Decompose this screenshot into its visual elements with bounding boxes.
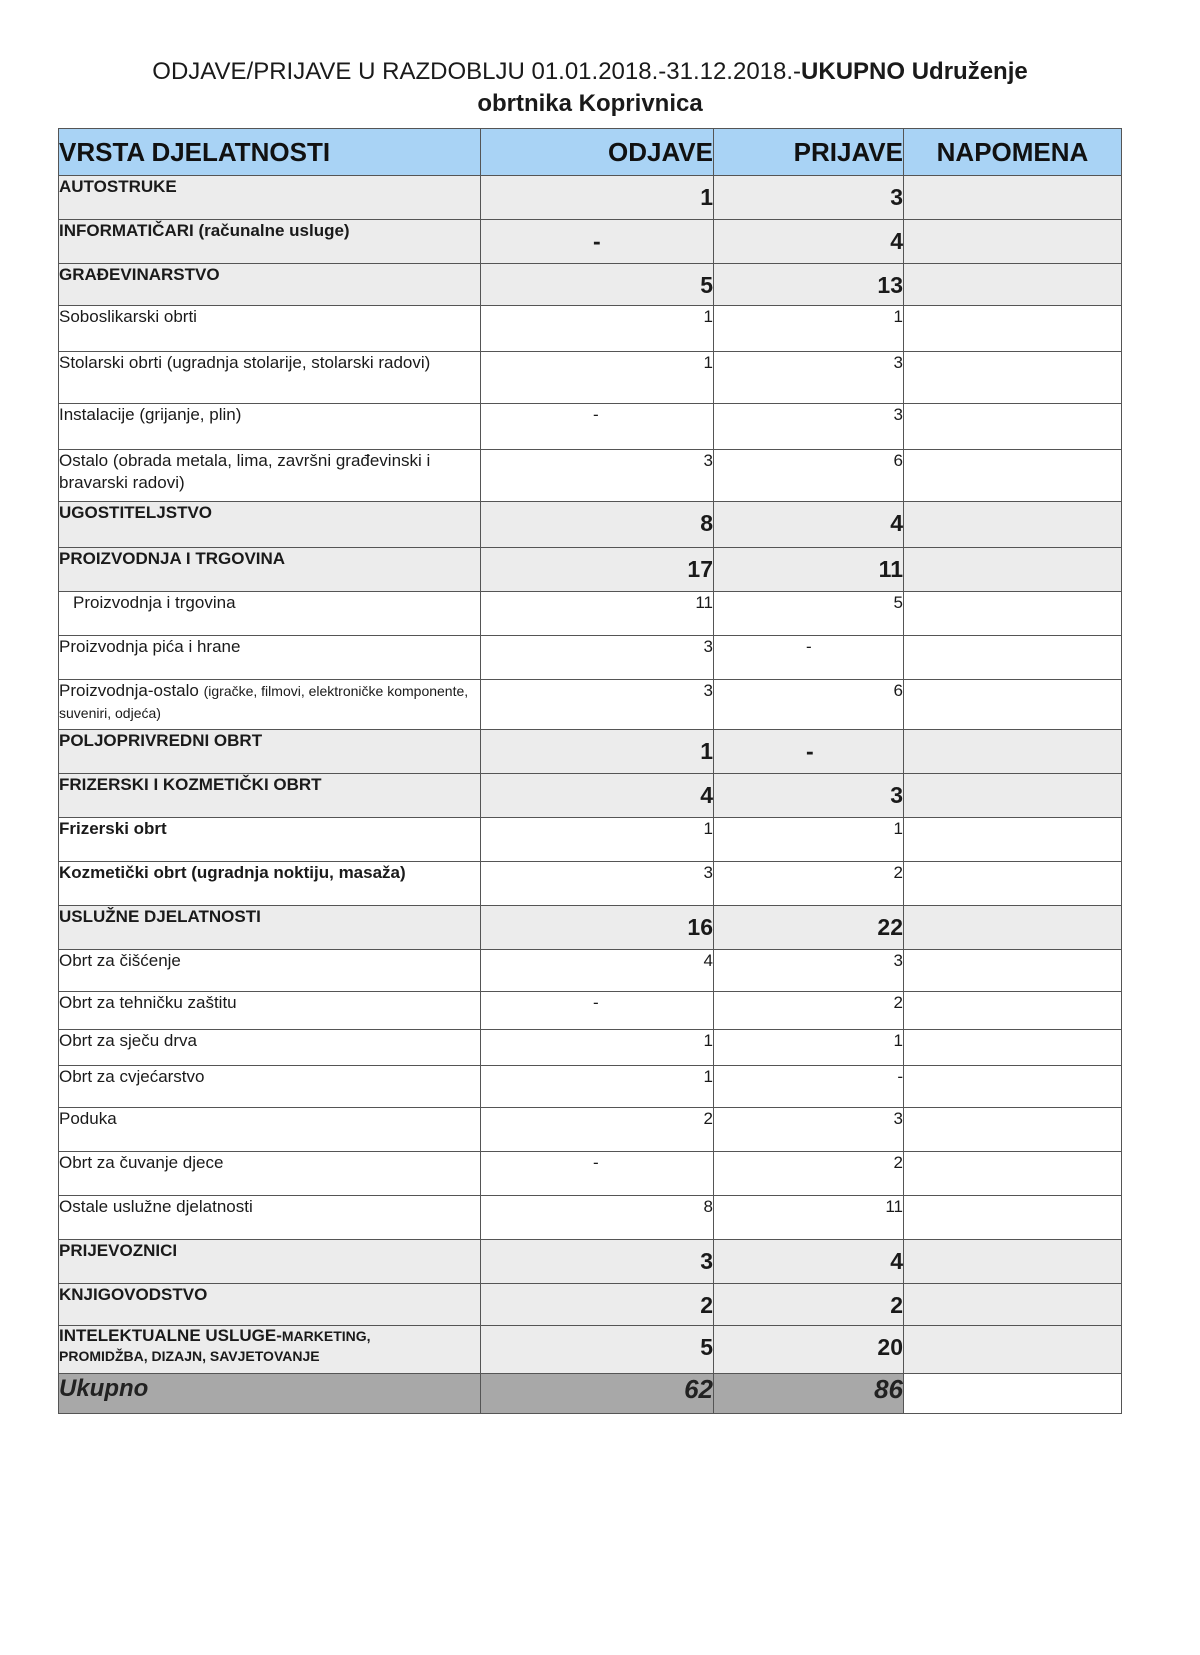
row-odjave: 3 xyxy=(481,636,714,680)
row-name: Ostale uslužne djelatnosti xyxy=(59,1196,481,1240)
row-prijave: - xyxy=(714,730,904,774)
row-name: Frizerski obrt xyxy=(59,818,481,862)
row-name: PROIZVODNJA I TRGOVINA xyxy=(59,548,481,592)
header-napomena: NAPOMENA xyxy=(904,129,1122,176)
document-title xyxy=(60,56,1120,120)
row-name: AUTOSTRUKE xyxy=(59,176,481,220)
row-napomena xyxy=(904,176,1122,220)
row-napomena xyxy=(904,306,1122,352)
table-row xyxy=(59,862,1122,906)
row-name: USLUŽNE DJELATNOSTI xyxy=(59,906,481,950)
row-prijave: 2 xyxy=(714,1152,904,1196)
table-row xyxy=(59,1284,1122,1326)
row-napomena xyxy=(904,1066,1122,1108)
row-napomena xyxy=(904,592,1122,636)
row-odjave: 1 xyxy=(481,1066,714,1108)
row-prijave: 1 xyxy=(714,306,904,352)
total-row xyxy=(59,1374,1122,1414)
row-prijave: 11 xyxy=(714,1196,904,1240)
row-prijave: 4 xyxy=(714,502,904,548)
table-row xyxy=(59,1152,1122,1196)
row-name xyxy=(59,1326,481,1374)
table-row xyxy=(59,176,1122,220)
row-odjave: 5 xyxy=(481,1326,714,1374)
total-odjave: 62 xyxy=(481,1374,714,1414)
row-name: Soboslikarski obrti xyxy=(59,306,481,352)
title-line1-regular: ODJAVE/PRIJAVE U RAZDOBLJU 01.01.2018.-31.12.2018.- xyxy=(152,58,802,85)
row-name: GRAĐEVINARSTVO xyxy=(59,264,481,306)
row-odjave: 17 xyxy=(481,548,714,592)
row-napomena xyxy=(904,450,1122,502)
row-odjave: 2 xyxy=(481,1108,714,1152)
row-name: POLJOPRIVREDNI OBRT xyxy=(59,730,481,774)
title-line2: obrtnika Koprivnica xyxy=(477,90,703,117)
row-napomena xyxy=(904,680,1122,730)
table-row xyxy=(59,1196,1122,1240)
row-napomena xyxy=(904,636,1122,680)
row-odjave: - xyxy=(481,1152,714,1196)
row-prijave: 3 xyxy=(714,1108,904,1152)
row-name: Obrt za čišćenje xyxy=(59,950,481,992)
row-name-main: Proizvodnja-ostalo xyxy=(59,681,199,700)
row-name-detail: (igračke, filmovi, elektroničke komponente, suveniri, odjeća) xyxy=(59,683,469,721)
table-row xyxy=(59,264,1122,306)
row-name-main: INTELEKTUALNE USLUGE- xyxy=(59,1326,282,1345)
table-row xyxy=(59,1066,1122,1108)
row-odjave: 1 xyxy=(481,730,714,774)
row-name xyxy=(59,680,481,730)
row-prijave: 20 xyxy=(714,1326,904,1374)
row-prijave: 4 xyxy=(714,220,904,264)
table-row xyxy=(59,548,1122,592)
row-odjave: 4 xyxy=(481,950,714,992)
row-name: Instalacije (grijanje, plin) xyxy=(59,404,481,450)
row-name: UGOSTITELJSTVO xyxy=(59,502,481,548)
table-row xyxy=(59,906,1122,950)
row-odjave: 1 xyxy=(481,818,714,862)
row-prijave: 4 xyxy=(714,1240,904,1284)
row-napomena xyxy=(904,264,1122,306)
table-row xyxy=(59,1326,1122,1374)
row-name: Proizvodnja pića i hrane xyxy=(59,636,481,680)
row-prijave: 6 xyxy=(714,680,904,730)
row-napomena xyxy=(904,404,1122,450)
row-napomena xyxy=(904,220,1122,264)
table-row xyxy=(59,352,1122,404)
header-row xyxy=(59,129,1122,176)
row-name-detail: MARKETING, xyxy=(281,1328,371,1344)
row-odjave: 11 xyxy=(481,592,714,636)
table-row xyxy=(59,450,1122,502)
row-prijave: 13 xyxy=(714,264,904,306)
row-name: Kozmetički obrt (ugradnja noktiju, masaža) xyxy=(59,862,481,906)
row-prijave: 11 xyxy=(714,548,904,592)
row-napomena xyxy=(904,950,1122,992)
row-odjave: 2 xyxy=(481,1284,714,1326)
row-odjave: 8 xyxy=(481,502,714,548)
row-odjave: 1 xyxy=(481,352,714,404)
row-napomena xyxy=(904,730,1122,774)
row-prijave: - xyxy=(714,1066,904,1108)
row-odjave: 8 xyxy=(481,1196,714,1240)
row-prijave: 1 xyxy=(714,1030,904,1066)
row-name: KNJIGOVODSTVO xyxy=(59,1284,481,1326)
row-prijave: - xyxy=(714,636,904,680)
row-name: Obrt za tehničku zaštitu xyxy=(59,992,481,1030)
title-line1-bold: UKUPNO Udruženje xyxy=(801,58,1028,85)
row-prijave: 2 xyxy=(714,992,904,1030)
row-prijave: 5 xyxy=(714,592,904,636)
table-row xyxy=(59,220,1122,264)
row-prijave: 3 xyxy=(714,774,904,818)
row-odjave: 3 xyxy=(481,1240,714,1284)
row-name: INFORMATIČARI (računalne usluge) xyxy=(59,220,481,264)
row-name: Ostalo (obrada metala, lima, završni građevinski i bravarski radovi) xyxy=(59,450,481,502)
row-napomena xyxy=(904,992,1122,1030)
row-name: Stolarski obrti (ugradnja stolarije, stolarski radovi) xyxy=(59,352,481,404)
row-napomena xyxy=(904,906,1122,950)
row-napomena xyxy=(904,1284,1122,1326)
row-prijave: 3 xyxy=(714,352,904,404)
table-row xyxy=(59,306,1122,352)
row-odjave: 1 xyxy=(481,1030,714,1066)
row-odjave: 3 xyxy=(481,680,714,730)
row-name: Proizvodnja i trgovina xyxy=(59,592,481,636)
table-row xyxy=(59,1030,1122,1066)
table-row xyxy=(59,992,1122,1030)
table-row xyxy=(59,1108,1122,1152)
row-name: Poduka xyxy=(59,1108,481,1152)
table-row xyxy=(59,1240,1122,1284)
row-name: Obrt za sječu drva xyxy=(59,1030,481,1066)
row-napomena xyxy=(904,1240,1122,1284)
row-napomena xyxy=(904,548,1122,592)
row-prijave: 3 xyxy=(714,950,904,992)
table-row xyxy=(59,774,1122,818)
row-napomena xyxy=(904,774,1122,818)
row-odjave: 1 xyxy=(481,306,714,352)
table-row xyxy=(59,502,1122,548)
row-name: Obrt za čuvanje djece xyxy=(59,1152,481,1196)
total-prijave: 86 xyxy=(714,1374,904,1414)
row-napomena xyxy=(904,818,1122,862)
row-name: Obrt za cvjećarstvo xyxy=(59,1066,481,1108)
header-odjave: ODJAVE xyxy=(481,129,714,176)
row-odjave: - xyxy=(481,404,714,450)
header-prijave: PRIJAVE xyxy=(714,129,904,176)
row-odjave: - xyxy=(481,992,714,1030)
row-odjave: 3 xyxy=(481,450,714,502)
table-row xyxy=(59,592,1122,636)
row-odjave: 1 xyxy=(481,176,714,220)
row-napomena xyxy=(904,1196,1122,1240)
row-odjave: 5 xyxy=(481,264,714,306)
table-row xyxy=(59,680,1122,730)
header-vrsta: VRSTA DJELATNOSTI xyxy=(59,129,481,176)
table-row xyxy=(59,636,1122,680)
table-row xyxy=(59,404,1122,450)
row-odjave: 16 xyxy=(481,906,714,950)
total-label: Ukupno xyxy=(59,1374,481,1414)
row-napomena xyxy=(904,1030,1122,1066)
table-row xyxy=(59,818,1122,862)
row-prijave: 3 xyxy=(714,176,904,220)
row-name-detail: PROMIDŽBA, DIZAJN, SAVJETOVANJE xyxy=(59,1348,320,1364)
row-prijave: 2 xyxy=(714,862,904,906)
row-prijave: 6 xyxy=(714,450,904,502)
row-prijave: 2 xyxy=(714,1284,904,1326)
table-row xyxy=(59,730,1122,774)
total-napomena xyxy=(904,1374,1122,1414)
row-odjave: - xyxy=(481,220,714,264)
registrations-table xyxy=(58,128,1122,1414)
row-napomena xyxy=(904,1108,1122,1152)
row-prijave: 3 xyxy=(714,404,904,450)
row-odjave: 3 xyxy=(481,862,714,906)
row-prijave: 22 xyxy=(714,906,904,950)
row-napomena xyxy=(904,1152,1122,1196)
row-name: FRIZERSKI I KOZMETIČKI OBRT xyxy=(59,774,481,818)
row-napomena xyxy=(904,1326,1122,1374)
row-name: PRIJEVOZNICI xyxy=(59,1240,481,1284)
row-napomena xyxy=(904,862,1122,906)
row-prijave: 1 xyxy=(714,818,904,862)
row-odjave: 4 xyxy=(481,774,714,818)
row-napomena xyxy=(904,352,1122,404)
table-row xyxy=(59,950,1122,992)
row-napomena xyxy=(904,502,1122,548)
